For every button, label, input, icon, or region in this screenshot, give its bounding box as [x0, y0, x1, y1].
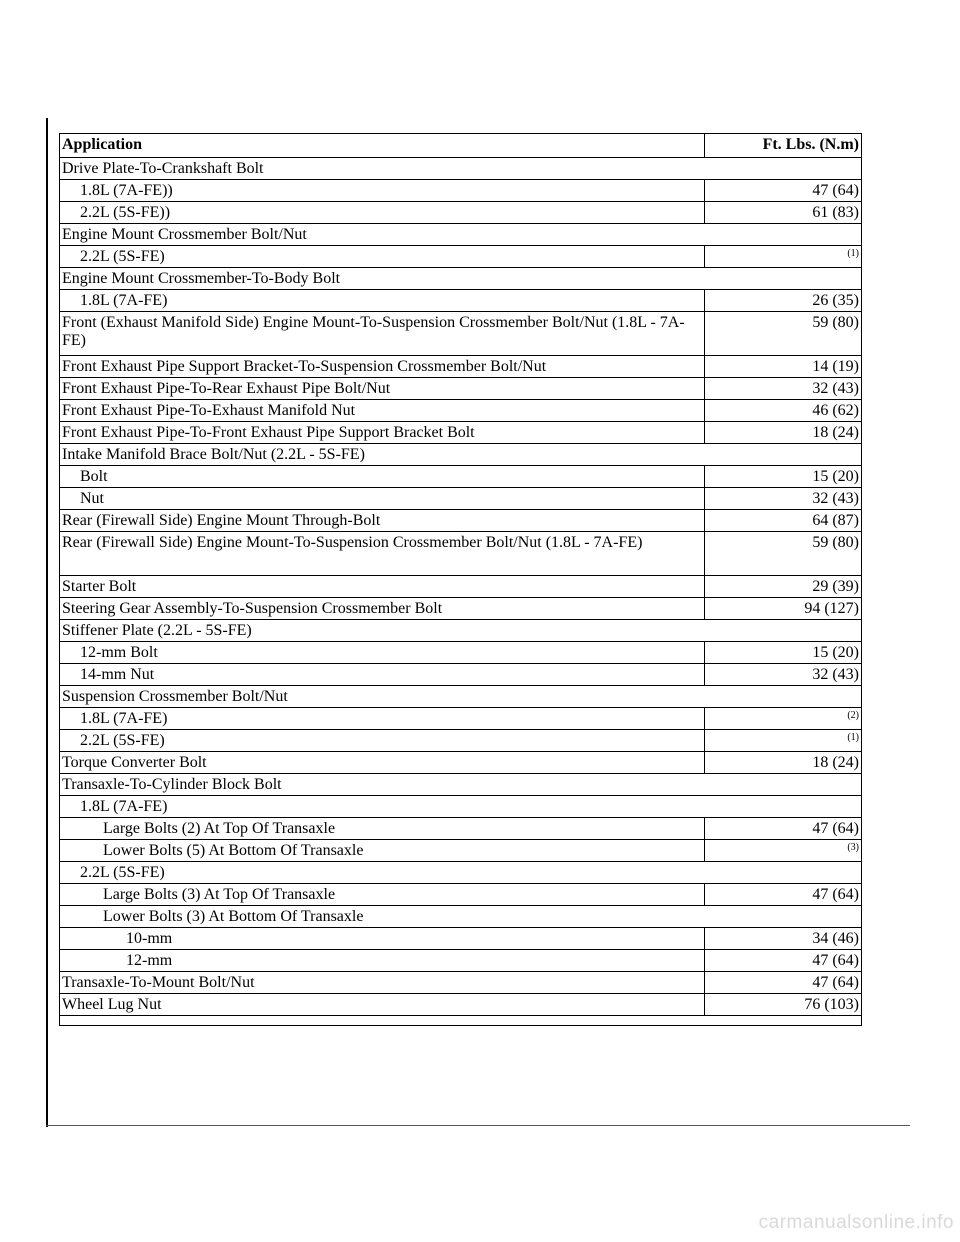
torque-value-cell: 32 (43)	[705, 664, 862, 686]
torque-value-cell: 15 (20)	[705, 466, 862, 488]
application-cell: Nut	[60, 488, 705, 510]
application-cell: Suspension Crossmember Bolt/Nut	[60, 686, 862, 708]
table-row	[60, 312, 862, 356]
application-cell: Front Exhaust Pipe Support Bracket-To-Suspension Crossmember Bolt/Nut	[60, 356, 705, 378]
torque-value-cell: 47 (64)	[705, 818, 862, 840]
torque-value-cell: 47 (64)	[705, 180, 862, 202]
table-row	[60, 686, 862, 708]
torque-value-cell: 15 (20)	[705, 642, 862, 664]
table-row	[60, 972, 862, 994]
application-cell: Front (Exhaust Manifold Side) Engine Mount-To-Suspension Crossmember Bolt/Nut (1.8L - 7A-FE)	[60, 312, 705, 356]
table-row	[60, 532, 862, 576]
table-row	[60, 752, 862, 774]
table-row	[60, 642, 862, 664]
table-footer-row	[60, 1016, 862, 1026]
torque-value-cell: 47 (64)	[705, 884, 862, 906]
application-cell: Wheel Lug Nut	[60, 994, 705, 1016]
table-row	[60, 884, 862, 906]
torque-value-cell: 61 (83)	[705, 202, 862, 224]
application-cell: Lower Bolts (3) At Bottom Of Transaxle	[60, 906, 862, 928]
torque-spec-table	[59, 133, 862, 1026]
table-row	[60, 488, 862, 510]
application-cell: 14-mm Nut	[60, 664, 705, 686]
application-cell: 12-mm	[60, 950, 705, 972]
footnote-ref: (2)	[847, 710, 859, 721]
application-cell: 2.2L (5S-FE)	[60, 862, 862, 884]
application-cell: 1.8L (7A-FE)	[60, 290, 705, 312]
application-cell: Front Exhaust Pipe-To-Front Exhaust Pipe Support Bracket Bolt	[60, 422, 705, 444]
application-cell: 1.8L (7A-FE))	[60, 180, 705, 202]
table-footer-cell	[60, 1016, 862, 1026]
table-row	[60, 246, 862, 268]
table-row	[60, 158, 862, 180]
table-row	[60, 730, 862, 752]
table-row	[60, 774, 862, 796]
table-row	[60, 224, 862, 246]
torque-value-cell: 76 (103)	[705, 994, 862, 1016]
torque-value-cell: 32 (43)	[705, 488, 862, 510]
torque-value-cell: 14 (19)	[705, 356, 862, 378]
table-row	[60, 356, 862, 378]
application-cell: Steering Gear Assembly-To-Suspension Crossmember Bolt	[60, 598, 705, 620]
torque-value-cell: 34 (46)	[705, 928, 862, 950]
table-row	[60, 268, 862, 290]
application-cell: Rear (Firewall Side) Engine Mount-To-Suspension Crossmember Bolt/Nut (1.8L - 7A-FE)	[60, 532, 705, 576]
table-row	[60, 928, 862, 950]
table-row	[60, 598, 862, 620]
application-cell: Drive Plate-To-Crankshaft Bolt	[60, 158, 862, 180]
table-row	[60, 818, 862, 840]
torque-value-cell: 29 (39)	[705, 576, 862, 598]
table-header-row	[60, 134, 862, 158]
application-cell: Stiffener Plate (2.2L - 5S-FE)	[60, 620, 862, 642]
application-cell: 2.2L (5S-FE)	[60, 730, 705, 752]
application-cell: 2.2L (5S-FE)	[60, 246, 705, 268]
table-row	[60, 708, 862, 730]
footnote-ref-cell	[705, 840, 862, 862]
application-cell: Bolt	[60, 466, 705, 488]
application-cell: Starter Bolt	[60, 576, 705, 598]
application-cell: Large Bolts (3) At Top Of Transaxle	[60, 884, 705, 906]
table-row	[60, 290, 862, 312]
application-cell: Transaxle-To-Cylinder Block Bolt	[60, 774, 862, 796]
application-cell: Front Exhaust Pipe-To-Exhaust Manifold Nut	[60, 400, 705, 422]
table-row	[60, 620, 862, 642]
table-row	[60, 796, 862, 818]
application-cell: 12-mm Bolt	[60, 642, 705, 664]
table-row	[60, 950, 862, 972]
torque-value-cell: 59 (80)	[705, 312, 862, 356]
footnote-ref-cell	[705, 708, 862, 730]
torque-value-cell: 59 (80)	[705, 532, 862, 576]
application-cell: Lower Bolts (5) At Bottom Of Transaxle	[60, 840, 705, 862]
page-left-rule	[46, 118, 48, 1127]
page-bottom-rule	[46, 1125, 910, 1126]
footnote-ref-cell	[705, 730, 862, 752]
footnote-ref: (1)	[847, 732, 859, 743]
watermark: carmanualsonline.info	[758, 1212, 954, 1233]
table-row	[60, 180, 862, 202]
torque-value-cell: 47 (64)	[705, 950, 862, 972]
application-cell: 2.2L (5S-FE))	[60, 202, 705, 224]
application-cell: Rear (Firewall Side) Engine Mount Through-Bolt	[60, 510, 705, 532]
torque-value-cell: 64 (87)	[705, 510, 862, 532]
application-cell: 1.8L (7A-FE)	[60, 708, 705, 730]
torque-value-cell: 18 (24)	[705, 422, 862, 444]
table-row	[60, 994, 862, 1016]
torque-value-cell: 47 (64)	[705, 972, 862, 994]
table-row	[60, 466, 862, 488]
torque-value-cell: 18 (24)	[705, 752, 862, 774]
table-row	[60, 422, 862, 444]
application-cell: Torque Converter Bolt	[60, 752, 705, 774]
application-cell: 1.8L (7A-FE)	[60, 796, 862, 818]
footnote-ref-cell	[705, 246, 862, 268]
table-row	[60, 664, 862, 686]
table-row	[60, 400, 862, 422]
application-cell: Engine Mount Crossmember Bolt/Nut	[60, 224, 862, 246]
table-row	[60, 906, 862, 928]
torque-value-cell: 46 (62)	[705, 400, 862, 422]
torque-value-cell: 26 (35)	[705, 290, 862, 312]
table-row	[60, 840, 862, 862]
table-row	[60, 378, 862, 400]
table-row	[60, 510, 862, 532]
table-body	[60, 158, 862, 1026]
footnote-ref: (3)	[847, 842, 859, 853]
footnote-ref: (1)	[847, 248, 859, 259]
table-row	[60, 576, 862, 598]
table-row	[60, 444, 862, 466]
application-cell: Transaxle-To-Mount Bolt/Nut	[60, 972, 705, 994]
application-cell: Large Bolts (2) At Top Of Transaxle	[60, 818, 705, 840]
table-row	[60, 862, 862, 884]
torque-value-cell: 32 (43)	[705, 378, 862, 400]
application-cell: 10-mm	[60, 928, 705, 950]
application-cell: Engine Mount Crossmember-To-Body Bolt	[60, 268, 862, 290]
application-cell: Front Exhaust Pipe-To-Rear Exhaust Pipe Bolt/Nut	[60, 378, 705, 400]
table-row	[60, 202, 862, 224]
application-cell: Intake Manifold Brace Bolt/Nut (2.2L - 5S-FE)	[60, 444, 862, 466]
torque-value-header: Ft. Lbs. (N.m)	[705, 134, 862, 158]
application-header: Application	[60, 134, 705, 158]
torque-value-cell: 94 (127)	[705, 598, 862, 620]
